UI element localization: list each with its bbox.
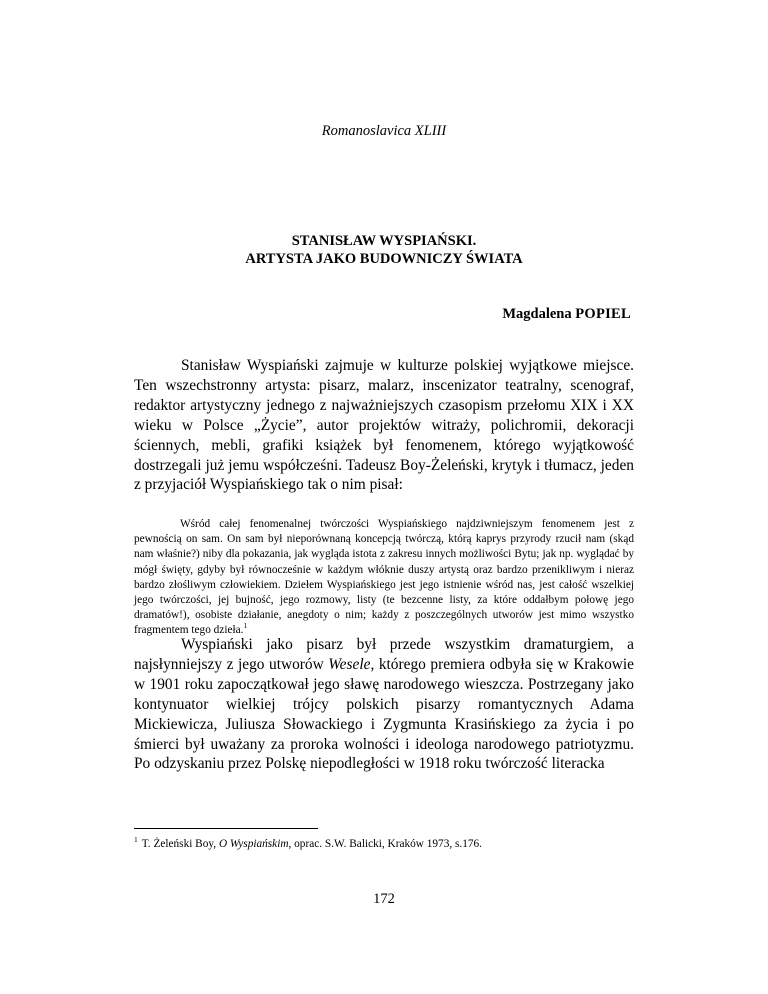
footnote-details: , oprac. S.W. Balicki, Kraków 1973, s.176.: [288, 838, 482, 850]
work-title-wesele: Wesele: [328, 655, 371, 673]
title-line-1: STANISŁAW WYSPIAŃSKI.: [291, 233, 477, 249]
footnote: [134, 837, 634, 851]
paragraph-2-start: Wyspiański jako pisarz był przede wszystkim dramaturgiem, a najsłynniejszy z jego utworów: [134, 636, 634, 673]
footnote-reference[interactable]: 1: [243, 621, 248, 631]
author-first-name: Magdalena: [502, 306, 572, 322]
footnote-separator: [134, 828, 318, 829]
footnote-number: 1: [134, 835, 138, 845]
body-paragraph-1: Stanisław Wyspiański zajmuje w kulturze polskiej wyjątkowe miejsce. Ten wszechstronny artysta: pisarz, malarz, inscenizator teatralny, scenograf, redaktor artystyczny jednego z najważniejszych czasopism przełomu XIX i XX wieku w Polsce „Życie”, autor projektów witraży, polichromii, dekoracji ściennych, mebli, grafiki książek był fenomenem, którego wyjątkowość dostrzegali już jemu współcześni. Tadeusz Boy-Żeleński, krytyk i tłumacz, jeden z przyjaciół Wyspiańskiego tak o nim pisał:: [134, 357, 634, 494]
quote-text: Wśród całej fenomenalnej twórczości Wyspiańskiego najdziwniejszym fenomenem jest z pewnością on sam. On sam był nieporównaną koncepcją twórczą, którą kaprys przyrody rzucił nam (skąd nam właśnie?) niby dla pokazania, jak wygląda istota z zakresu innych możliwości Bytu; jak np. wyglądać by mógł święty, gdyby był równocześnie w każdym włóknie duszy artystą oraz bardzo przenikliwym i nieraz bardzo złośliwym człowiekiem. Dziełem Wyspiańskiego jest jego istnienie wśród nas, jest całość wszelkiej jego twórczości, jej bujność, jego rozmowy, listy (te bezcenne listy, za które oddałbym połowę jego dramatów!), osobiste działanie, anegdoty o nim; każdy z poszczególnych utworów jest mimo wszystko fragmentem tego dzieła.: [134, 518, 634, 637]
author-name: [502, 306, 631, 323]
paragraph-2-end: , którego premiera odbyła się w Krakowie w 1901 roku zapoczątkował jego sławę narodowego wieszcza. Postrzegany jako kontynuator wielkiej trójcy polskich pisarzy romantycznych Adama Mickiewicza, Juliusza Słowackiego i Zygmunta Krasińskiego za życia i po śmierci był uważany za proroka wolności i ideologa narodowego patriotyzmu. Po odzyskaniu przez Polskę niepodległości w 1918 roku twórczość literacka: [134, 655, 634, 773]
author-last-name: POPIEL: [575, 306, 631, 322]
article-title: [0, 232, 768, 268]
title-line-2: ARTYSTA JAKO BUDOWNICZY ŚWIATA: [245, 251, 523, 267]
footnote-author: T. Żeleński Boy,: [141, 838, 219, 850]
block-quote: [134, 517, 634, 639]
body-paragraph-2: [134, 635, 634, 774]
page-number: 172: [373, 891, 395, 907]
running-head: Romanoslavica XLIII: [321, 123, 447, 139]
footnote-work-title: O Wyspiańskim: [218, 838, 289, 850]
